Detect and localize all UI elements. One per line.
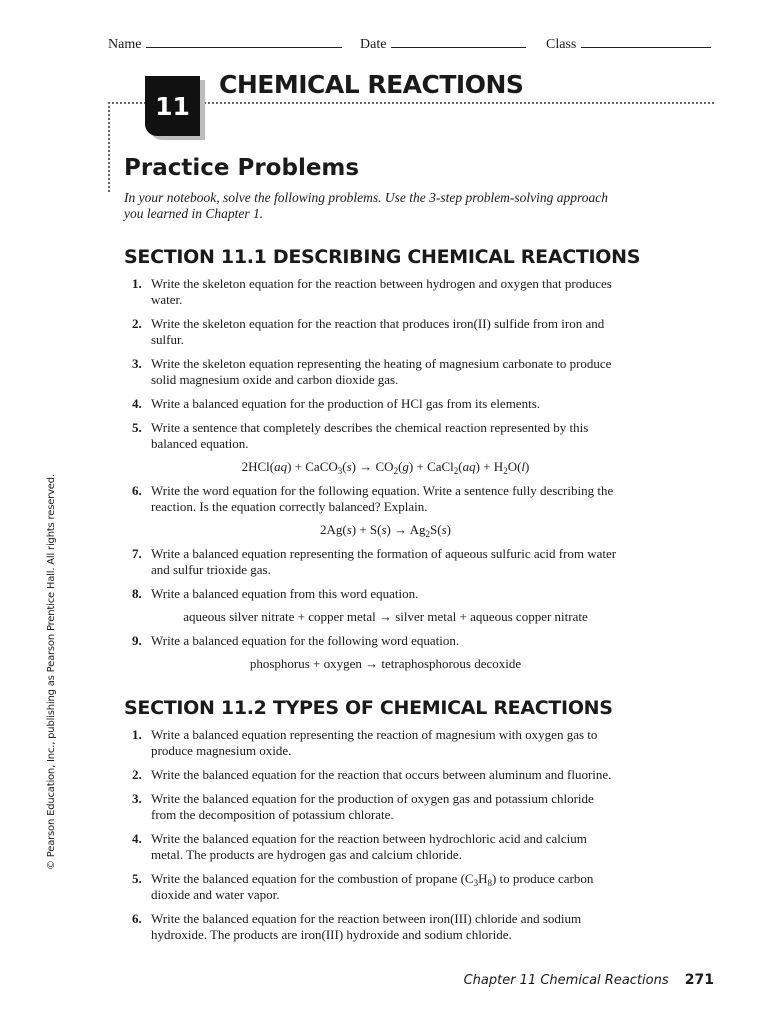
- problem-number: 2.: [132, 316, 142, 331]
- chapter-number-tab: [145, 76, 200, 136]
- problem-text: Write the balanced equation for the reaction between iron(III) chloride and sodium hydroxide. The products are iron(III) hydroxide and sodium chloride.: [151, 911, 582, 942]
- problem-number: 7.: [132, 546, 142, 561]
- page-number: 271: [684, 972, 714, 988]
- problem-2: [124, 316, 620, 348]
- problem-5: [124, 420, 620, 475]
- chapter-title: CHEMICAL REACTIONS: [219, 70, 524, 99]
- problem-8: [124, 586, 620, 625]
- problem-number: 6.: [132, 483, 142, 498]
- problem-text: Write a balanced equation for the production of HCl gas from its elements.: [151, 396, 540, 411]
- name-label: Name: [108, 37, 142, 52]
- problem-3: [124, 791, 620, 823]
- name-blank[interactable]: [146, 34, 342, 48]
- problem-text: Write a sentence that completely describes the chemical reaction represented by this balanced equation.: [151, 420, 589, 451]
- section-heading-11-1: SECTION 11.1 DESCRIBING CHEMICAL REACTIONS: [124, 246, 641, 268]
- section-11-1-problems: [124, 276, 620, 680]
- problem-number: 5.: [132, 420, 142, 435]
- problem-5: [124, 871, 620, 903]
- page-footer: [464, 972, 714, 988]
- problem-text: Write a balanced equation from this word equation.: [151, 586, 419, 601]
- problem-number: 4.: [132, 831, 142, 846]
- chapter-number: 11: [155, 91, 190, 121]
- problem-text: Write a balanced equation for the following word equation.: [151, 633, 460, 648]
- problem-number: 1.: [132, 276, 142, 291]
- problem-text: Write a balanced equation representing the formation of aqueous sulfuric acid from water and sulfur trioxide gas.: [151, 546, 617, 577]
- equation-problem-6: $2Ag(s) + S(s) \to Ag_2S(s)$: [319, 522, 452, 539]
- problem-3: [124, 356, 620, 388]
- problem-1: [124, 727, 620, 759]
- problem-number: 1.: [132, 727, 142, 742]
- problem-4: [124, 831, 620, 863]
- problem-number: 5.: [132, 871, 142, 886]
- problem-number: 4.: [132, 396, 142, 411]
- copyright-notice: © Pearson Education, Inc., publishing as Pearson Prentice Hall. All rights reserved.: [46, 474, 57, 870]
- problem-text: Write the balanced equation for the reaction between hydrochloric acid and calcium metal. The products are hydrogen gas and calcium chloride.: [151, 831, 587, 862]
- problem-text: Write the word equation for the following equation. Write a sentence fully describing the reaction. Is the equation correctly balanced? Explain.: [151, 483, 614, 514]
- word-equation-problem-8: aqueous silver nitrate + copper metal → silver metal + aqueous copper nitrate: [183, 609, 588, 624]
- problem-text: Write the skeleton equation for the reaction that produces iron(II) sulfide from iron and sulfur.: [151, 316, 605, 347]
- problem-2: [124, 767, 620, 783]
- section-heading-11-2: SECTION 11.2 TYPES OF CHEMICAL REACTIONS: [124, 697, 613, 719]
- problem-text: Write the skeleton equation representing the heating of magnesium carbonate to produce solid magnesium oxide and carbon dioxide gas.: [151, 356, 612, 387]
- problem-number: 3.: [132, 356, 142, 371]
- date-label: Date: [360, 37, 387, 52]
- problem-text: Write the balanced equation for the production of oxygen gas and potassium chloride from the decomposition of potassium chlorate.: [151, 791, 594, 822]
- problem-7: [124, 546, 620, 578]
- problem-9: [124, 633, 620, 672]
- class-label: Class: [546, 37, 577, 52]
- date-field[interactable]: [360, 34, 526, 53]
- problem-text: Write a balanced equation representing the reaction of magnesium with oxygen gas to produce magnesium oxide.: [151, 727, 598, 758]
- class-blank[interactable]: [581, 34, 711, 48]
- word-equation-problem-9: phosphorus + oxygen → tetraphosphorous decoxide: [249, 656, 522, 671]
- class-field[interactable]: [546, 34, 711, 53]
- header-fields: [108, 34, 718, 54]
- practice-intro: In your notebook, solve the following problems. Use the 3-step problem-solving approach you learned in Chapter 1.: [124, 190, 609, 221]
- section-11-2-problems: [124, 727, 620, 951]
- footer-chapter-label: Chapter 11 Chemical Reactions: [463, 973, 669, 988]
- problem-1: [124, 276, 620, 308]
- problem-number: 6.: [132, 911, 142, 926]
- problem-4: [124, 396, 620, 412]
- problem-text: Write the balanced equation for the reaction that occurs between aluminum and fluorine.: [151, 767, 612, 782]
- date-blank[interactable]: [391, 34, 526, 48]
- problem-6: [124, 483, 620, 538]
- practice-title: Practice Problems: [124, 155, 360, 181]
- problem-number: 8.: [132, 586, 142, 601]
- equation-problem-5: 2HCl(aq) + CaCO$_3$(s) → $CO_2(g)$ + CaCl$_2$(aq) + $H_2O(l)$: [241, 459, 530, 476]
- problem-text: Write the balanced equation for the combustion of propane $(C_3H_8)$ to produce carbon dioxide and water vapor.: [151, 871, 594, 902]
- problem-number: 9.: [132, 633, 142, 648]
- problem-number: 3.: [132, 791, 142, 806]
- problem-text: Write the skeleton equation for the reaction between hydrogen and oxygen that produces water.: [151, 276, 612, 307]
- name-field[interactable]: [108, 34, 342, 53]
- problem-6: [124, 911, 620, 943]
- problem-number: 2.: [132, 767, 142, 782]
- dotted-rule-vertical: [108, 102, 110, 192]
